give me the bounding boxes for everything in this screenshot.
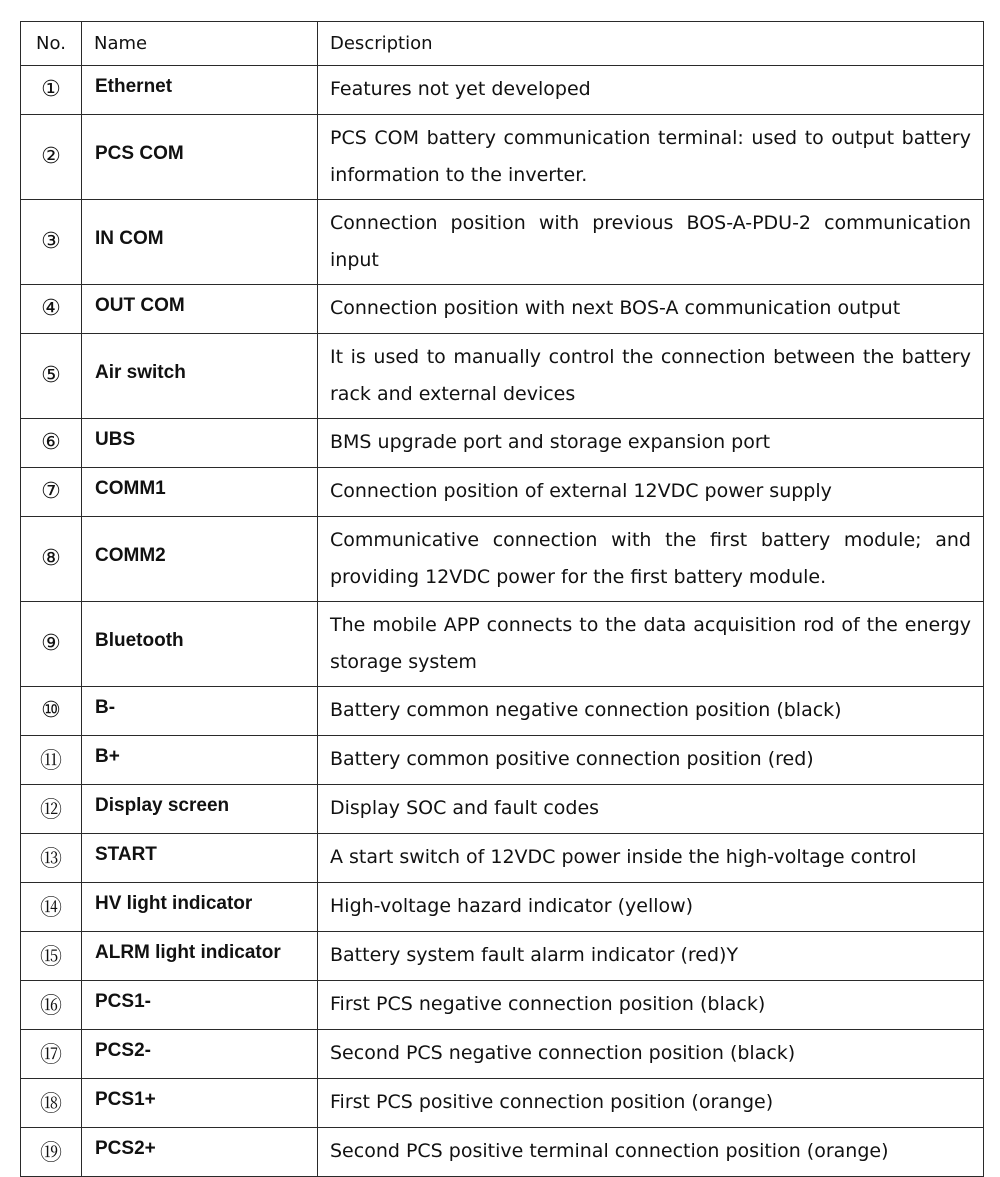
row-name: Ethernet [82,66,318,115]
row-number: ⑥ [21,419,82,468]
table-row [21,468,984,517]
row-description: Connection position with next BOS-A communication output [318,285,984,334]
row-description: Battery system fault alarm indicator (red)Y [318,932,984,981]
table-row [21,517,984,602]
row-description: First PCS negative connection position (black) [318,981,984,1030]
row-name: OUT COM [82,285,318,334]
row-number: ⑪ [21,736,82,785]
table-row [21,200,984,285]
header-no: No. [21,22,82,66]
row-name: PCS1+ [82,1079,318,1128]
table-row [21,1079,984,1128]
table-row [21,785,984,834]
row-description: Battery common positive connection position (red) [318,736,984,785]
component-table [20,21,984,1177]
row-number: ② [21,115,82,200]
row-name: Display screen [82,785,318,834]
row-number: ① [21,66,82,115]
row-name: PCS2+ [82,1128,318,1177]
table-row [21,834,984,883]
row-number: ⑫ [21,785,82,834]
row-name: PCS COM [82,115,318,200]
row-name: START [82,834,318,883]
row-description: A start switch of 12VDC power inside the high-voltage control [318,834,984,883]
row-name: COMM2 [82,517,318,602]
row-description: High-voltage hazard indicator (yellow) [318,883,984,932]
table-row [21,736,984,785]
table-body [21,66,984,1177]
table-row [21,115,984,200]
table-row [21,602,984,687]
row-description: It is used to manually control the connection between the battery rack and external devices [318,334,984,419]
table-row [21,285,984,334]
row-description: First PCS positive connection position (orange) [318,1079,984,1128]
table-row [21,981,984,1030]
row-number: ⑩ [21,687,82,736]
row-description: Display SOC and fault codes [318,785,984,834]
row-number: ⑮ [21,932,82,981]
row-number: ⑬ [21,834,82,883]
row-number: ⑱ [21,1079,82,1128]
row-name: Air switch [82,334,318,419]
row-number: ⑦ [21,468,82,517]
row-number: ⑧ [21,517,82,602]
row-description: Connection position with previous BOS-A-PDU-2 communication input [318,200,984,285]
row-name: PCS2- [82,1030,318,1079]
row-description: Battery common negative connection position (black) [318,687,984,736]
table-row [21,687,984,736]
row-name: B- [82,687,318,736]
header-name: Name [82,22,318,66]
row-description: Features not yet developed [318,66,984,115]
row-number: ⑯ [21,981,82,1030]
row-number: ⑤ [21,334,82,419]
row-description: Connection position of external 12VDC power supply [318,468,984,517]
table-row [21,932,984,981]
row-name: PCS1- [82,981,318,1030]
row-description: Second PCS negative connection position (black) [318,1030,984,1079]
row-number: ⑭ [21,883,82,932]
row-description: PCS COM battery communication terminal: used to output battery information to the inverter. [318,115,984,200]
table-row [21,883,984,932]
row-name: UBS [82,419,318,468]
table-header-row [21,22,984,66]
row-name: HV light indicator [82,883,318,932]
row-number: ⑰ [21,1030,82,1079]
row-name: B+ [82,736,318,785]
table-row [21,66,984,115]
table-row [21,1030,984,1079]
row-name: COMM1 [82,468,318,517]
table-row [21,1128,984,1177]
row-name: IN COM [82,200,318,285]
row-description: BMS upgrade port and storage expansion port [318,419,984,468]
row-number: ⑨ [21,602,82,687]
row-number: ⑲ [21,1128,82,1177]
row-description: The mobile APP connects to the data acquisition rod of the energy storage system [318,602,984,687]
row-name: Bluetooth [82,602,318,687]
header-description: Description [318,22,984,66]
table-row [21,419,984,468]
row-number: ③ [21,200,82,285]
row-number: ④ [21,285,82,334]
table-row [21,334,984,419]
row-description: Communicative connection with the first battery module; and providing 12VDC power for the first battery module. [318,517,984,602]
row-description: Second PCS positive terminal connection position (orange) [318,1128,984,1177]
row-name: ALRM light indicator [82,932,318,981]
